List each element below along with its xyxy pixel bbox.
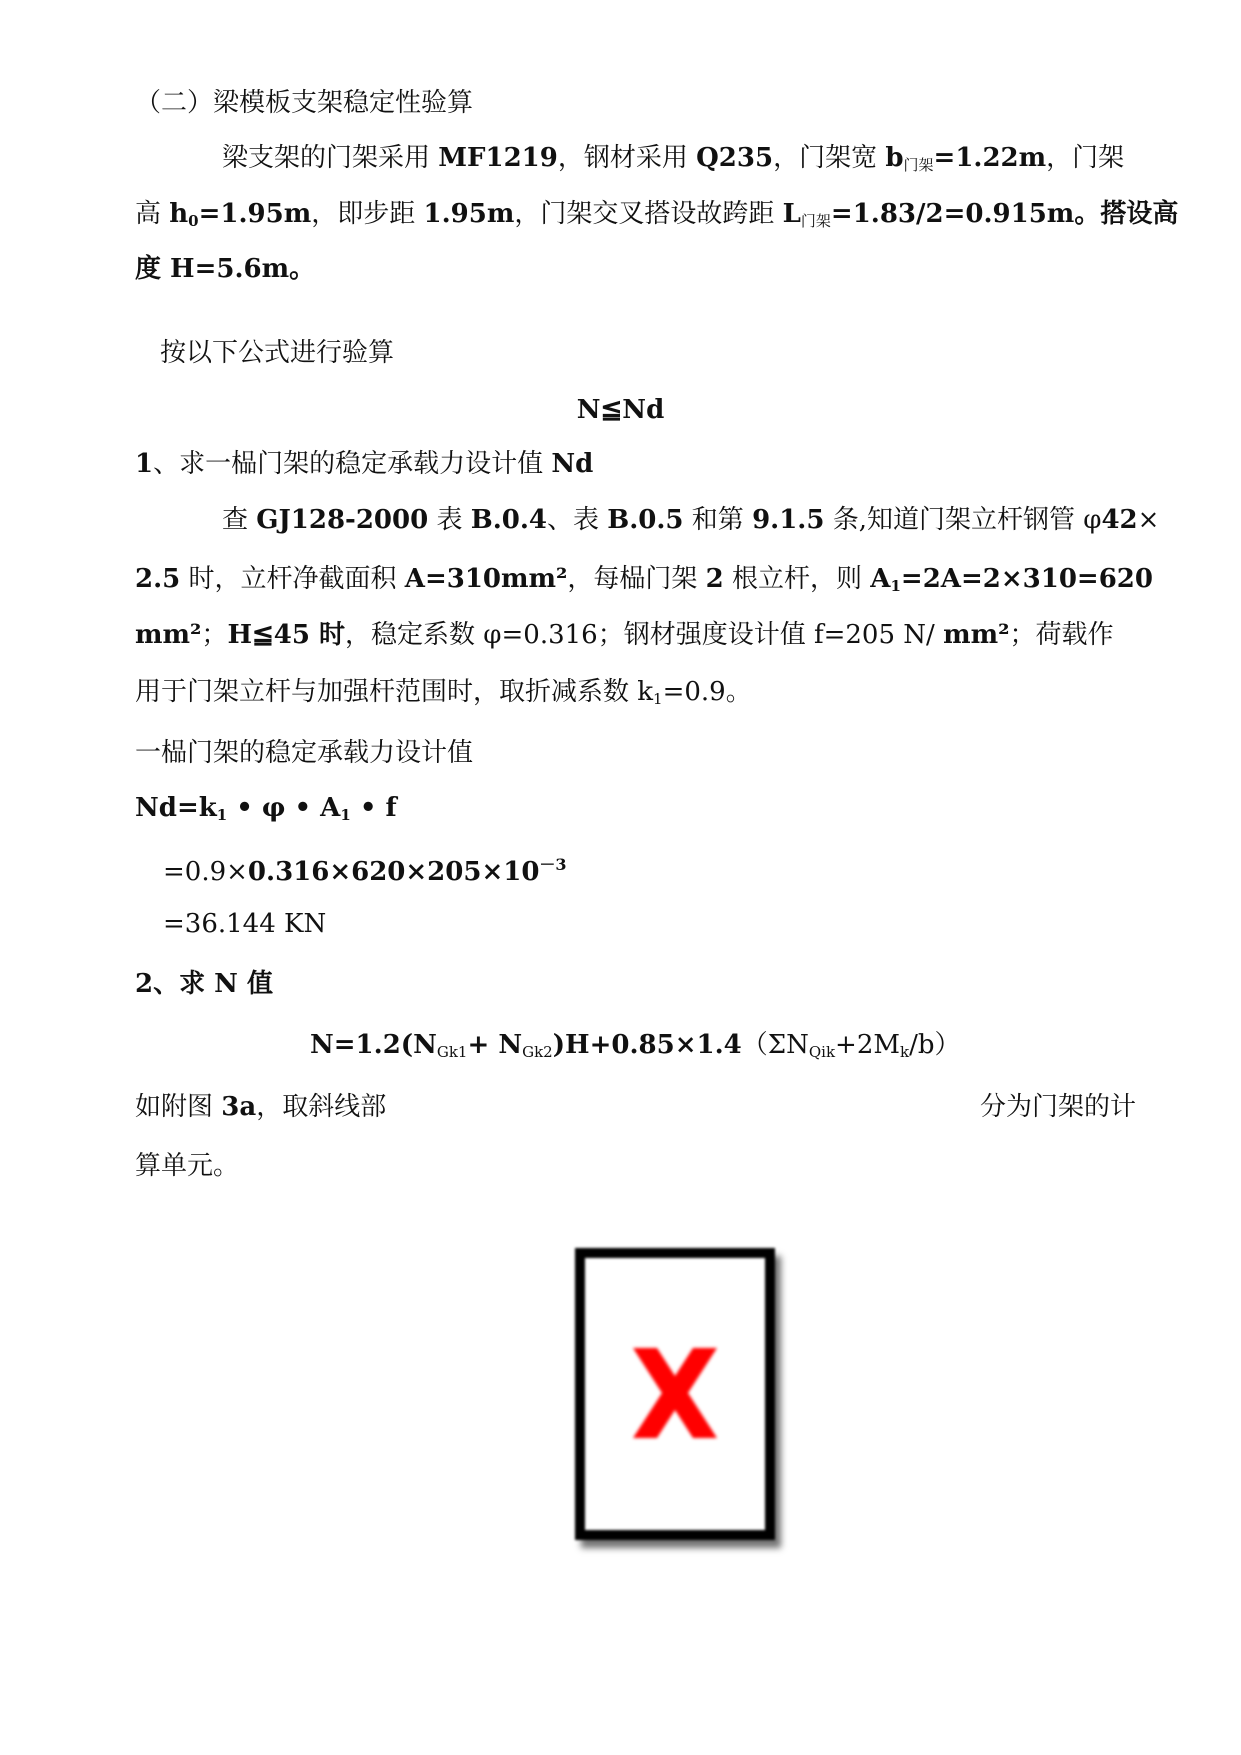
text: B.0.4	[470, 505, 547, 535]
text: +2M	[835, 1030, 900, 1060]
text: 2、求 N 值	[135, 969, 273, 999]
text: =2A=2×310=620	[900, 564, 1153, 594]
section-1-line-5	[135, 736, 1135, 770]
subscript: k	[900, 1043, 910, 1061]
paragraph-2	[160, 336, 1160, 370]
text: A	[870, 564, 891, 594]
text: ，即步距	[311, 199, 424, 229]
text: /b）	[909, 1030, 961, 1060]
text: 2	[705, 564, 724, 594]
text: ，每榀门架	[567, 564, 706, 594]
text: =36.144 KN	[163, 909, 327, 939]
text: Q235	[696, 143, 774, 173]
text: • φ • A	[227, 793, 341, 823]
superscript: －3	[539, 855, 567, 874]
text: =1.83/2=0.915m。搭设高	[830, 199, 1179, 229]
subscript: 门架	[800, 212, 831, 230]
text: L	[782, 199, 801, 229]
text: ，稳定系数 φ=0.316；钢材强度设计值 f=205 N/	[345, 620, 944, 650]
text: 、求一榀门架的稳定承载力设计值	[153, 449, 552, 479]
text: h	[169, 199, 189, 229]
text: N=1.2(N	[310, 1030, 437, 1060]
subscript: 1	[216, 806, 228, 824]
text: 、表	[547, 505, 608, 535]
subscript: 门架	[903, 156, 934, 174]
text: 用于门架立杆与加强杆范围时，取折减系数 k	[135, 677, 654, 707]
paragraph-1-line-3	[135, 252, 1135, 286]
text: 1.95m	[423, 199, 515, 229]
text: H≦45 时	[227, 620, 346, 650]
text: b	[885, 143, 904, 173]
formula-text: N≦Nd	[576, 395, 665, 425]
text: A=310mm²	[404, 564, 568, 594]
text: 分为门架的计	[979, 1092, 1136, 1122]
text: Nd	[551, 449, 594, 479]
text: 9.1.5	[752, 505, 825, 535]
text: mm²	[135, 620, 202, 650]
text: =0.9。	[662, 677, 752, 707]
text: 算单元。	[135, 1151, 240, 1181]
text: mm²	[943, 620, 1010, 650]
section-2-line-2	[135, 1149, 1135, 1183]
subscript: 1	[890, 577, 901, 595]
text: 时，立杆净截面积	[180, 564, 405, 594]
formula-n	[310, 1028, 1241, 1069]
section-1-line-1	[222, 503, 1222, 537]
text: 3a	[221, 1092, 257, 1122]
text: ×	[1137, 505, 1160, 535]
text: + N	[467, 1030, 523, 1060]
paragraph-1-line-2	[135, 197, 1179, 238]
subscript: 1	[340, 806, 351, 824]
text: =0.9×	[163, 857, 248, 887]
text: )H+0.85×1.4	[552, 1030, 742, 1060]
broken-image-icon	[625, 1338, 725, 1448]
text: 查	[222, 505, 257, 535]
text: 42	[1101, 505, 1138, 535]
formula-check	[0, 393, 1241, 427]
text: ，钢材采用	[557, 143, 697, 173]
text: （ΣN	[741, 1030, 809, 1060]
text: 根立杆，则	[723, 564, 871, 594]
section-1-line-2	[135, 562, 1153, 603]
section-1-line-3	[135, 618, 1135, 652]
text: Nd=k	[135, 793, 217, 823]
text: B.0.5	[607, 505, 684, 535]
text: 表	[428, 505, 471, 535]
section-1-line-4	[135, 675, 1135, 716]
text: =1.22m	[933, 143, 1047, 173]
text: 和第	[683, 505, 753, 535]
text: 一榀门架的稳定承载力设计值	[135, 738, 474, 768]
text: 0.316×620×205×10	[247, 857, 540, 887]
text: 高	[135, 199, 170, 229]
formula-nd-step	[163, 848, 1163, 889]
text: ，门架宽	[773, 143, 886, 173]
subscript: Gk2	[522, 1043, 553, 1061]
subscript: 1	[653, 690, 663, 708]
text: 如附图	[135, 1092, 222, 1122]
section-1-title	[135, 447, 1135, 481]
text: 条,知道门架立杆钢管 φ	[824, 505, 1102, 535]
text: ，门架	[1046, 143, 1125, 173]
figure-placeholder	[575, 1248, 783, 1548]
text: MF1219	[438, 143, 558, 173]
subscript: 0	[188, 212, 199, 230]
subscript: Qik	[808, 1043, 836, 1061]
formula-nd	[135, 791, 1135, 832]
text: 按以下公式进行验算	[160, 338, 395, 368]
text: ；荷载作	[1009, 620, 1114, 650]
text: 2.5	[135, 564, 181, 594]
subscript: Gk1	[436, 1043, 468, 1061]
section-heading	[135, 86, 1135, 120]
text: 梁支架的门架采用	[222, 143, 439, 173]
text: =1.95m	[198, 199, 312, 229]
section-2-title	[135, 967, 1135, 1001]
section-heading-text: （二）梁模板支架稳定性验算	[135, 88, 474, 118]
formula-nd-result	[163, 907, 1163, 941]
text: ；	[201, 620, 228, 650]
text: • f	[350, 793, 397, 823]
paragraph-1-line-1	[222, 141, 1222, 182]
text: ，门架交叉搭设故跨距	[514, 199, 783, 229]
text: ，取斜线部	[256, 1092, 387, 1122]
text: 度 H=5.6m。	[135, 254, 316, 284]
section-2-line-1-right	[980, 1090, 1136, 1124]
text: 1	[135, 449, 154, 479]
text: GJ128-2000	[256, 505, 429, 535]
